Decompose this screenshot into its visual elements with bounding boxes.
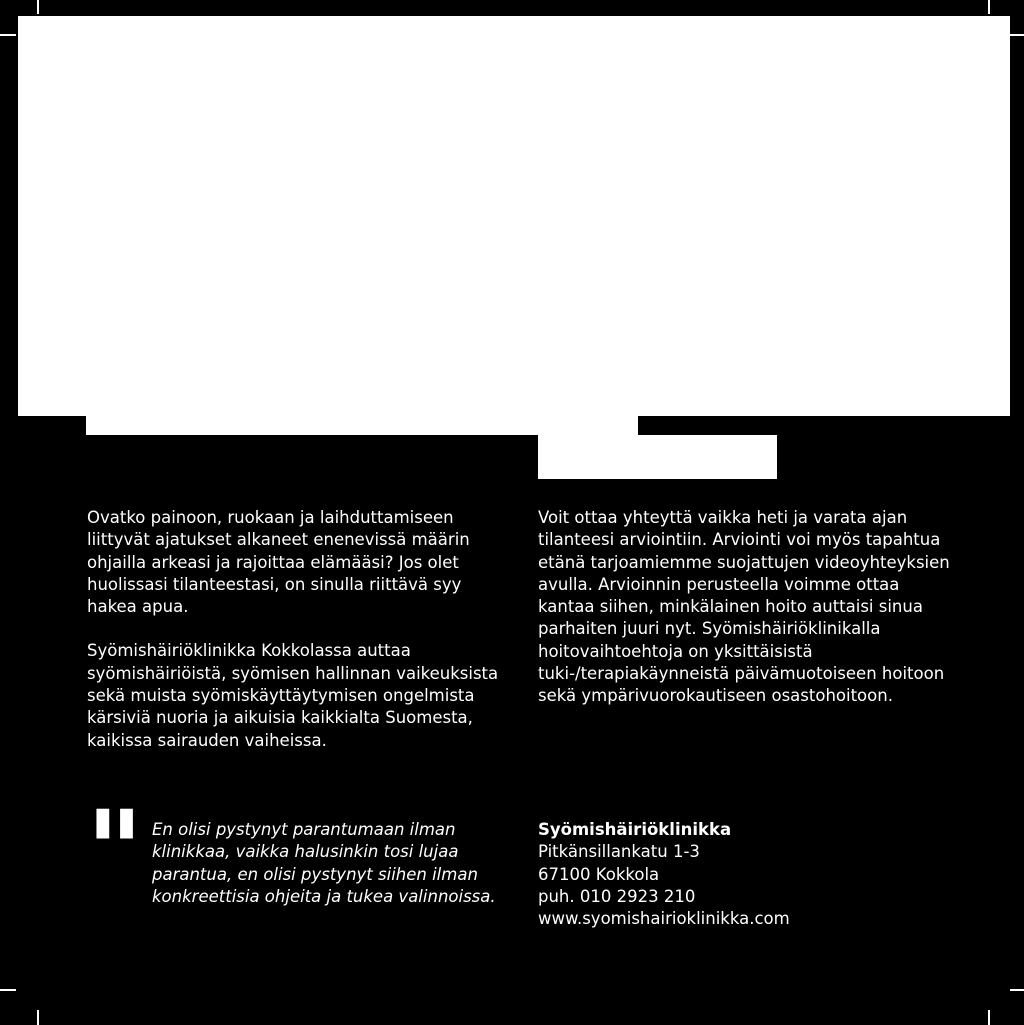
website-link[interactable]: www.syomishairioklinikka.com: [538, 909, 790, 929]
crop-mark-bottom-left-v: [37, 1010, 39, 1025]
contact-info-paragraph: Voit ottaa yhteyttä vaikka heti ja varata ajan tilanteesi arviointiin. Arviointi voi myös tapahtua etänä tarjoamiemme suojattujen videoyhteyksien avulla. Arvioinnin perusteella voimme ottaa kantaa siihen, minkälainen hoito auttaisi sinua parhaiten juuri nyt. Syömishäiriöklinikalla hoitovaihtoehtoja on yksittäisistä tuki-/terapiakäynneistä päivämuotoiseen hoitoon sekä ympärivuorokautiseen osastohoitoon.: [538, 508, 950, 706]
crop-mark-top-left-h: [0, 34, 16, 36]
intro-paragraph: Ovatko painoon, ruokaan ja laihduttamiseen liittyvät ajatukset alkaneet enenevissä määrin ohjailla arkeasi ja rajoittaa elämääsi? Jos olet huolissasi tilanteestasi, on sinulla riittävä syy hakea apua.: [87, 508, 470, 617]
crop-mark-bottom-left-h: [0, 989, 16, 991]
contact-block: [538, 819, 958, 930]
image-placeholder-panel: [18, 16, 1010, 416]
crop-mark-bottom-right-v: [988, 1010, 990, 1025]
crop-mark-top-right-h: [1010, 34, 1024, 36]
crop-mark-bottom-right-h: [1010, 989, 1024, 991]
quotation-mark-icon: ": [86, 787, 144, 915]
phone-number: puh. 010 2923 210: [538, 886, 696, 906]
crop-mark-top-right-v: [988, 0, 990, 14]
left-column: [87, 507, 507, 752]
testimonial-quote: En olisi pystynyt parantumaan ilman klinikkaa, vaikka halusinkin tosi lujaa parantua, en olisi pystynyt siihen ilman konkreettisia ohjeita ja tukea valinnoissa.: [152, 820, 496, 906]
city-address: 67100 Kokkola: [538, 864, 660, 884]
right-column: [538, 507, 958, 708]
panel-strip-left: [86, 416, 638, 435]
crop-mark-top-left-v: [37, 0, 39, 14]
clinic-description-paragraph: Syömishäiriöklinikka Kokkolassa auttaa syömishäiriöistä, syömisen hallinnan vaikeuksista sekä muista syömiskäyttäytymisen ongelmista kärsiviä nuoria ja aikuisia kaikkialta Suomesta, kaikissa sairauden vaiheissa.: [87, 641, 499, 750]
street-address: Pitkänsillankatu 1-3: [538, 842, 700, 862]
clinic-name: Syömishäiriöklinikka: [538, 820, 732, 839]
panel-tab-right: [538, 435, 777, 479]
